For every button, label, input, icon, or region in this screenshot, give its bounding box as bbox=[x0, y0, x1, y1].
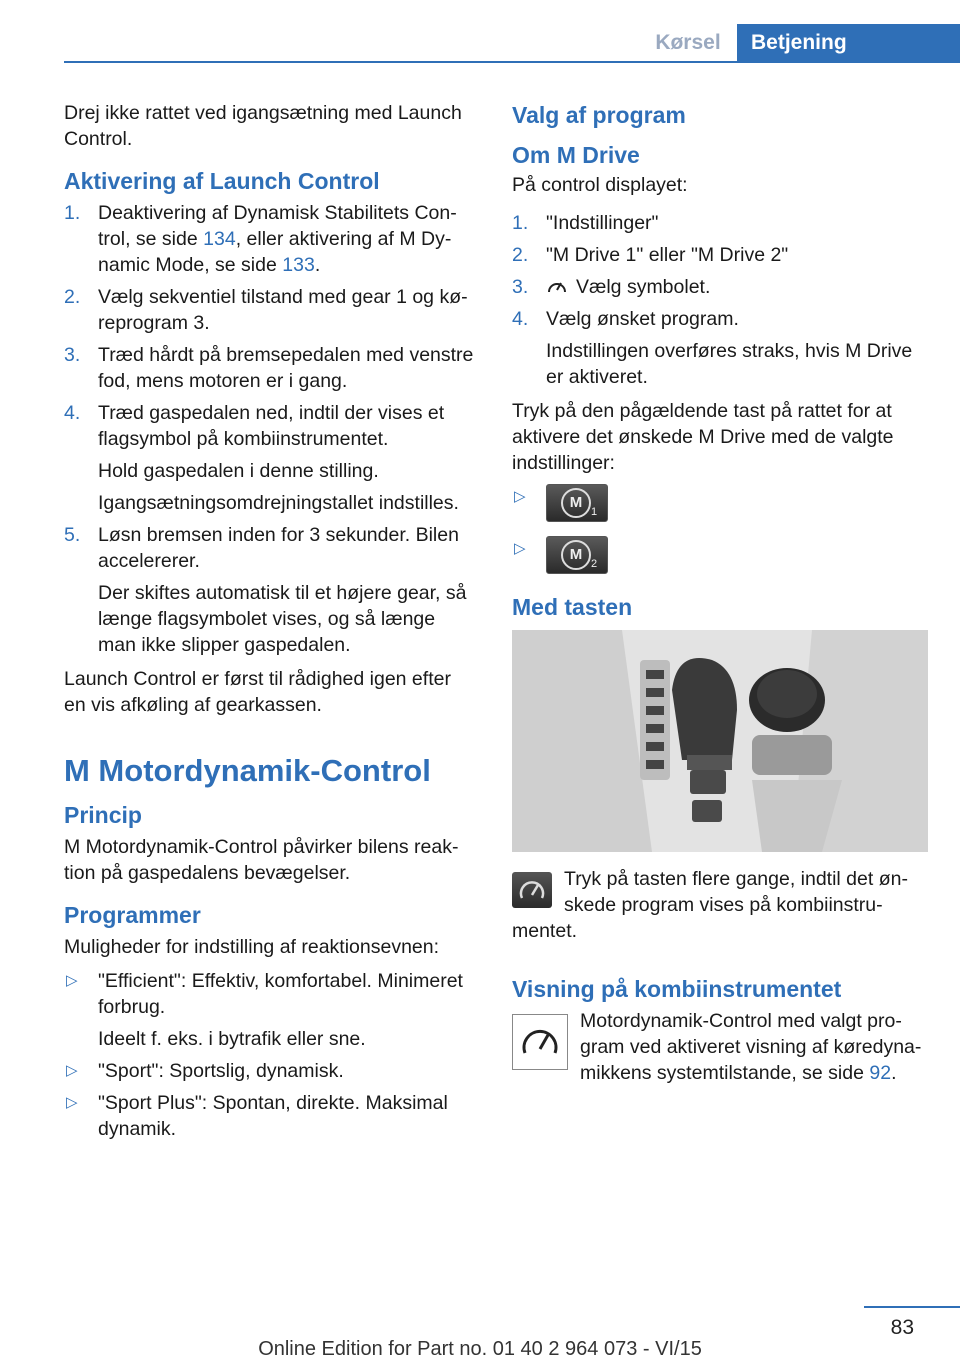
program-efficient: ▷ "Efficient": Effektiv, komfortabel. Minimeret forbrug. Ideelt f. eks. i bytrafik eller sne. bbox=[66, 970, 463, 1050]
left-column bbox=[64, 100, 476, 1150]
heading-display: Visning på kombiinstrumentet bbox=[512, 976, 842, 1002]
triangle-bullet-icon: ▷ bbox=[514, 488, 526, 505]
speedometer-display-icon bbox=[512, 1014, 568, 1070]
heading-select-program: Valg af program bbox=[512, 102, 686, 128]
programs-intro: Muligheder for indstilling af reaktionsevnen: bbox=[64, 936, 440, 958]
heading-with-key: Med tasten bbox=[512, 594, 633, 620]
speedometer-icon bbox=[546, 277, 568, 295]
key-text: Tryk på tasten flere gange, indtil det ønskede program vises på kombiinstrumentet. bbox=[512, 868, 908, 942]
page-number: 83 bbox=[890, 1316, 914, 1339]
mdrive-1-item bbox=[512, 484, 928, 522]
triangle-bullet-icon: ▷ bbox=[66, 972, 78, 989]
center-console-photo bbox=[512, 630, 928, 852]
display-intro: På control displayet: bbox=[512, 174, 688, 196]
heading-main: M Motordynamik-Control bbox=[64, 753, 431, 788]
mdrive-step-3: 3. Vælg symbolet. bbox=[512, 276, 711, 298]
steering-wheel-text: Tryk på den pågældende tast på rattet for at aktivere det ønskede M Drive med de valgte indstillinger: bbox=[512, 400, 894, 474]
triangle-bullet-icon: ▷ bbox=[66, 1062, 78, 1079]
heading-m-drive: Om M Drive bbox=[512, 142, 640, 168]
right-column bbox=[512, 100, 928, 1094]
programs-list bbox=[64, 968, 476, 1142]
step-5: 5. Løsn bremsen inden for 3 sekunder. Bilen accelererer. Der skiftes automatisk til et højere gear, så længe flagsymbolet vises, og så længe man ikke slipper gaspedalen. bbox=[64, 524, 467, 656]
step-3: 3. Træd hårdt på bremsepedalen med venstre fod, mens motoren er i gang. bbox=[64, 344, 474, 392]
page-link-134[interactable]: 134 bbox=[203, 228, 236, 250]
intro-text: Drej ikke rattet ved igangsætning med Launch Control. bbox=[64, 102, 462, 150]
activation-steps bbox=[64, 200, 476, 658]
footer-rule bbox=[864, 1306, 960, 1308]
after-steps-text: Launch Control er først til rådighed igen efter en vis afkøling af gearkassen. bbox=[64, 668, 451, 716]
key-instruction bbox=[512, 866, 928, 944]
header-rule bbox=[64, 61, 960, 63]
heading-activation: Aktivering af Launch Control bbox=[64, 168, 380, 194]
m-drive-1-button-icon: M 1 bbox=[546, 484, 608, 522]
speedometer-key-icon bbox=[512, 872, 552, 908]
mdrive-steps bbox=[512, 210, 928, 390]
m-drive-2-button-icon: M 2 bbox=[546, 536, 608, 574]
page-link-92[interactable]: 92 bbox=[869, 1062, 892, 1084]
tab-korsel[interactable]: Kørsel bbox=[655, 31, 721, 54]
mdrive-buttons bbox=[512, 484, 928, 574]
mdrive-step-1: 1. "Indstillinger" bbox=[512, 212, 659, 234]
center-console-illustration bbox=[512, 630, 928, 852]
mdrive-step-2: 2. "M Drive 1" eller "M Drive 2" bbox=[512, 244, 789, 266]
tab-betjening[interactable]: Betjening bbox=[737, 24, 960, 61]
program-sport: ▷ "Sport": Sportslig, dynamisk. bbox=[66, 1060, 344, 1082]
display-instruction bbox=[512, 1008, 928, 1086]
page-link-133[interactable]: 133 bbox=[282, 254, 315, 276]
step-1: 1. Deaktivering af Dynamisk Stabilitets Control, se side 134, eller aktivering af M Dynamic Mode, se side 133. bbox=[64, 202, 457, 276]
mdrive-2-item bbox=[512, 536, 928, 574]
triangle-bullet-icon: ▷ bbox=[514, 540, 526, 557]
step-2: 2. Vælg sekventiel tilstand med gear 1 og køreprogram 3. bbox=[64, 286, 468, 334]
mdrive-step-4: 4. Vælg ønsket program. Indstillingen overføres straks, hvis M Drive er aktiveret. bbox=[512, 308, 913, 388]
display-text: Motordynamik-Control med valgt program ved aktiveret visning af køredynamikkens systemtilstande, se side 92. bbox=[580, 1010, 922, 1084]
heading-programs: Programmer bbox=[64, 902, 201, 928]
program-sport-plus: ▷ "Sport Plus": Spontan, direkte. Maksimal dynamik. bbox=[66, 1092, 448, 1140]
edition-footer: Online Edition for Part no. 01 40 2 964 073 - VI/15 bbox=[258, 1338, 702, 1360]
heading-princip: Princip bbox=[64, 802, 142, 828]
triangle-bullet-icon: ▷ bbox=[66, 1094, 78, 1111]
princip-text: M Motordynamik-Control påvirker bilens reaktion på gaspedalens bevægelser. bbox=[64, 836, 459, 884]
step-4: 4. Træd gaspedalen ned, indtil der vises et flagsymbol på kombiinstrumentet. Hold gaspedalen i denne stilling. Igangsætningsomdrejningstallet indstilles. bbox=[64, 402, 459, 514]
